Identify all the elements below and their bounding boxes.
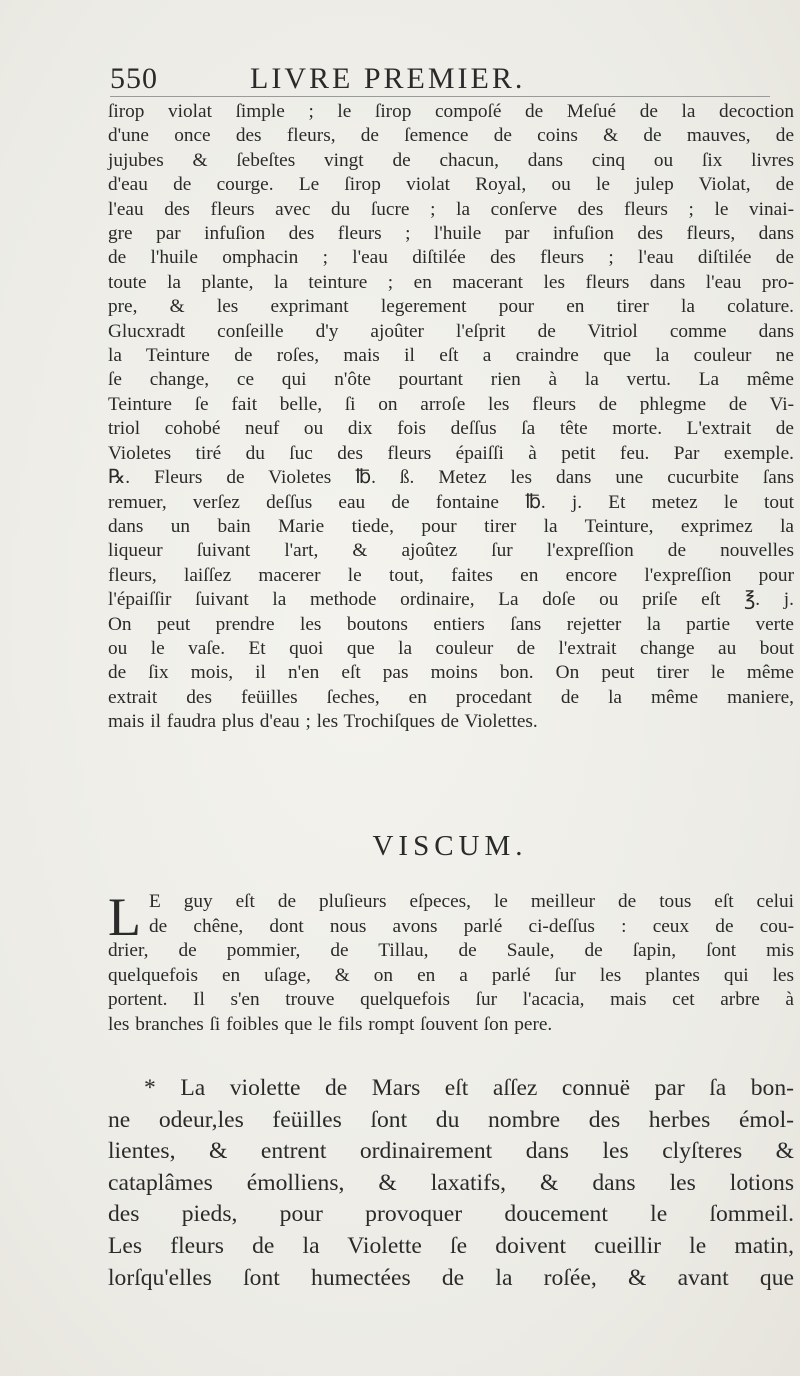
- text-line: Les fleurs de la Violette ſe doivent cueillir le matin,: [108, 1232, 794, 1259]
- text-line: jujubes & ſebeſtes vingt de chacun, dans cinq ou ſix livres: [108, 149, 794, 171]
- text-line: remuer, verſez deſſus eau de fontaine ℔. j. Et metez le tout: [108, 491, 794, 513]
- text-line: drier, de pommier, de Tillau, de Saule, de ſapin, ſont mis: [108, 940, 794, 962]
- text-line: ou le vaſe. Et quoi que la couleur de l'extrait change au bout: [108, 637, 794, 659]
- text-line: lorſqu'elles ſont humectées de la roſée, & avant que: [108, 1264, 794, 1291]
- text-line: ſe change, ce qui n'ôte pourtant rien à la vertu. La même: [108, 369, 794, 391]
- asterisk-mark: *: [144, 1075, 156, 1101]
- text-line: liqueur ſuivant l'art, & ajoûtez ſur l'expreſſion de nouvelles: [108, 540, 794, 562]
- text-line: des pieds, pour provoquer doucement le ſommeil.: [108, 1201, 794, 1228]
- text-line: de chêne, dont nous avons parlé ci-deſſus : ceux de cou-: [149, 915, 794, 937]
- text-line: fleurs, laiſſez macerer le tout, faites en encore l'expreſſion pour: [108, 564, 794, 586]
- text-line: les branches ſi foibles que le fils rompt ſouvent ſon pere.: [108, 1013, 553, 1035]
- paragraph-viscum: [108, 887, 794, 1038]
- text-line: dans un bain Marie tiede, pour tirer la Teinture, exprimez la: [108, 515, 794, 537]
- text-line: portent. Il s'en trouve quelquefois ſur l'acacia, mais cet arbre à: [108, 989, 794, 1011]
- page-number: 550: [110, 62, 158, 95]
- text-line: de l'huile omphacin ; l'eau diſtilée des fleurs ; l'eau diſtilée de: [108, 247, 794, 269]
- text-line: d'eau de courge. Le ſirop violat Royal, ou le julep Violat, de: [108, 174, 794, 196]
- text-line: extrait des feüilles ſeches, en procedant de la même maniere,: [108, 686, 794, 708]
- page-header: [110, 62, 770, 97]
- text-line: ℞. Fleurs de Violetes ℔. ß. Metez les dans une cucurbite ſans: [108, 467, 794, 489]
- drop-cap: L: [108, 887, 141, 947]
- text-line: cataplâmes émolliens, & laxatifs, & dans les lotions: [108, 1169, 794, 1196]
- text-line: d'une once des fleurs, de ſemence de coins & de mauves, de: [108, 125, 794, 147]
- text-line: la Teinture de roſes, mais il eſt a craindre que la couleur ne: [108, 345, 794, 367]
- text-line: Glucxradt conſeille d'y ajoûter l'eſprit de Vitriol comme dans: [108, 320, 794, 342]
- text-line: ſirop violat ſimple ; le ſirop compoſé de Meſué de la decoction: [108, 101, 794, 122]
- text-line: gre par infuſion des fleurs ; l'huile par infuſion des fleurs, dans: [108, 223, 794, 245]
- text-line: toute la plante, la teinture ; en macerant les fleurs dans l'eau pro-: [108, 271, 794, 293]
- text-line: l'eau des fleurs avec du ſucre ; la conſerve des fleurs ; le vinai-: [108, 198, 794, 220]
- text-line: quelquefois en uſage, & on en a parlé ſur les plantes qui les: [108, 964, 794, 986]
- text-line: pre, & les exprimant legerement pour en tirer la colature.: [108, 296, 794, 318]
- section-title: VISCUM.: [372, 830, 528, 862]
- text-line: E guy eſt de pluſieurs eſpeces, le meilleur de tous eſt celui: [149, 891, 794, 912]
- text-line: Violetes tiré du ſuc des fleurs épaiſſi à petit feu. Par exemple.: [108, 442, 794, 464]
- text-line: [108, 1073, 794, 1105]
- paragraph-footnote-violette: [108, 1073, 794, 1294]
- paragraph-violet-preparations: [108, 100, 794, 735]
- text-line: triol cohobé neuf ou dix fois deſſus ſa tête morte. L'extrait de: [108, 418, 794, 440]
- text-line: mais il faudra plus d'eau ; les Trochiſques de Violettes.: [108, 711, 538, 733]
- text-line: de ſix mois, il n'en eſt pas moins bon. On peut tirer le même: [108, 662, 794, 684]
- text-line: On peut prendre les boutons entiers ſans rejetter la partie verte: [108, 613, 794, 635]
- text-line: ne odeur,les feüilles ſont du nombre des herbes émol-: [108, 1106, 794, 1133]
- text-line-content: La violette de Mars eſt aſſez connuë par ſa bon-: [180, 1075, 794, 1101]
- text-line: l'épaiſſir ſuivant la methode ordinaire, La doſe ou priſe eſt ℥. j.: [108, 589, 794, 611]
- running-head: LIVRE PREMIER.: [250, 62, 526, 95]
- text-line: Teinture ſe fait belle, ſi on arroſe les fleurs de phlegme de Vi-: [108, 393, 794, 415]
- text-line: lientes, & entrent ordinairement dans les clyſteres &: [108, 1138, 794, 1165]
